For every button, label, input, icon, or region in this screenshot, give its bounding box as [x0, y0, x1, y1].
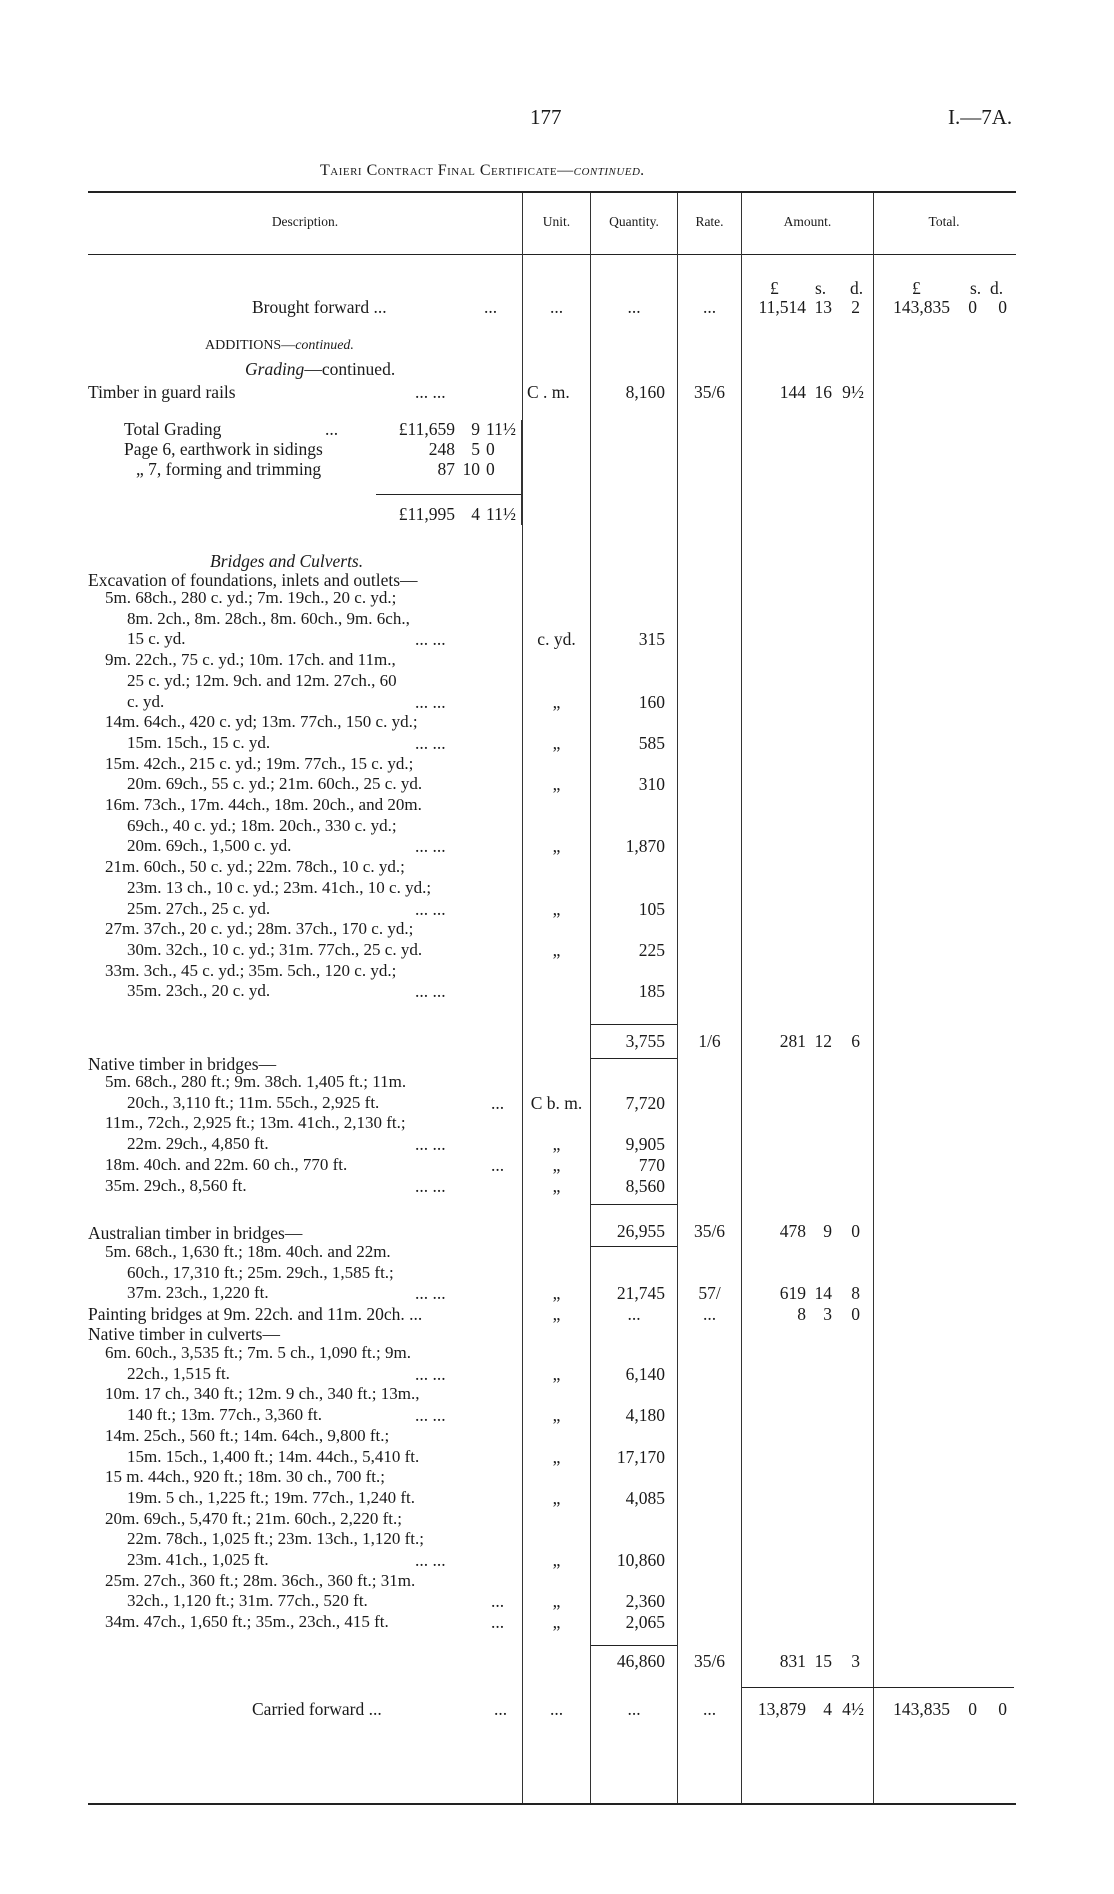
culverts-line-text: 22m. 78ch., 1,025 ft.; 23m. 13ch., 1,120 ft.; [127, 1529, 425, 1549]
culverts-label: Native timber in culverts— [88, 1324, 280, 1344]
native-bridges-subtotal-pence: 0 [851, 1221, 860, 1241]
excavation-line-unit: „ [552, 939, 561, 960]
excavation-subtotal-pounds: 281 [779, 1031, 806, 1051]
excavation-line-dots: ... ... [415, 691, 446, 712]
painting-pence: 0 [851, 1304, 860, 1324]
brought-forward-pounds: 11,514 [758, 297, 806, 317]
carried-forward-rule [742, 1687, 1014, 1688]
excavation-line-text: 20m. 69ch., 55 c. yd.; 21m. 60ch., 25 c. yd. [127, 774, 423, 794]
excavation-line-unit: „ [552, 732, 561, 753]
col-header-unit: Unit. [542, 214, 571, 229]
amount-pound-header: £ [770, 278, 779, 298]
timber-guard-unit: C . m. [527, 382, 570, 402]
painting-qty: ... [627, 1304, 641, 1324]
excavation-subtotal-shillings: 12 [814, 1031, 832, 1051]
brought-forward-total-pence: 0 [998, 297, 1007, 317]
culverts-line-unit: „ [552, 1591, 561, 1612]
excavation-line-unit: „ [552, 898, 561, 919]
excavation-line-text: c. yd. [127, 691, 165, 711]
culverts-line-text: 6m. 60ch., 3,535 ft.; 7m. 5 ch., 1,090 ft.; 9m. [105, 1343, 411, 1362]
culverts-line-text: 20m. 69ch., 5,470 ft.; 21m. 60ch., 2,220 ft.; [105, 1508, 403, 1528]
excavation-line-dots: ... ... [415, 981, 446, 1002]
brought-forward-total-shillings: 0 [968, 297, 977, 317]
grading-summary-shillings: 10 [462, 459, 480, 479]
culverts-line-qty: 17,170 [616, 1446, 665, 1467]
grading-heading [245, 360, 395, 378]
col-header-total: Total. [928, 214, 960, 229]
excavation-line-dots: ... ... [415, 629, 446, 650]
culverts-subtotal-rule [591, 1645, 677, 1646]
grading-continued: —continued. [304, 359, 396, 379]
grading-summary-dots: ... [325, 419, 339, 439]
title-text: Taieri Contract Final Certificate— [320, 162, 574, 179]
amount-shilling-header: s. [815, 278, 827, 298]
native-bridges-line-text: 5m. 68ch., 280 ft.; 9m. 38ch. 1,405 ft.; 11m. [105, 1072, 407, 1091]
native-bridges-line-text: 22m. 29ch., 4,850 ft. [127, 1134, 269, 1154]
timber-guard-rate: 35/6 [693, 382, 726, 402]
carried-forward-total-pence: 0 [998, 1699, 1007, 1719]
excavation-line-unit: „ [552, 836, 561, 857]
painting-rate: ... [702, 1304, 717, 1324]
grading-summary-shillings: 9 [471, 419, 480, 439]
native-bridges-line-unit: „ [552, 1134, 561, 1155]
grading-summary-shillings: 5 [471, 439, 480, 459]
additions-continued: continued. [295, 338, 354, 353]
culverts-line-qty: 6,140 [625, 1363, 665, 1384]
native-bridges-line-text: 35m. 29ch., 8,560 ft. [105, 1175, 247, 1195]
excavation-line-dots: ... ... [415, 732, 446, 753]
excavation-line-text: 27m. 37ch., 20 c. yd.; 28m. 37ch., 170 c. yd.; [105, 919, 414, 939]
native-bridges-line-text: 20ch., 3,110 ft.; 11m. 55ch., 2,925 ft. [127, 1092, 380, 1112]
culverts-line-text: 140 ft.; 13m. 77ch., 3,360 ft. [127, 1405, 323, 1425]
culverts-subtotal-pence: 3 [851, 1651, 860, 1671]
native-subtotal-rule [591, 1204, 677, 1205]
culverts-line-unit: „ [552, 1446, 561, 1467]
timber-guard-pence: 9½ [842, 382, 864, 402]
culverts-subtotal-pounds: 831 [779, 1651, 806, 1671]
painting-label: Painting bridges at 9m. 22ch. and 11m. 20ch. ... [88, 1304, 423, 1324]
page-title [320, 162, 645, 180]
culverts-line-text: 34m. 47ch., 1,650 ft.; 35m., 23ch., 415 ft. [105, 1612, 389, 1632]
carried-forward-qty: ... [627, 1699, 641, 1719]
additions-heading [205, 338, 354, 354]
col-header-amount: Amount. [783, 214, 832, 229]
col-header-rate: Rate. [695, 214, 724, 229]
col-header-quantity: Quantity. [609, 214, 659, 229]
native-bridges-line-qty: 770 [638, 1154, 665, 1175]
col-divider-total [873, 193, 874, 1803]
col-divider-amount [741, 193, 742, 1803]
native-bridges-line-text: 18m. 40ch. and 22m. 60 ch., 770 ft. [105, 1154, 348, 1174]
culverts-line-text: 19m. 5 ch., 1,225 ft.; 19m. 77ch., 1,240 ft. [127, 1487, 416, 1507]
excavation-line-qty: 105 [638, 898, 665, 919]
native-bridges-line-unit: „ [552, 1175, 561, 1196]
culverts-line-unit: „ [552, 1550, 561, 1570]
carried-forward-label: Carried forward ... [252, 1699, 382, 1719]
excavation-line-text: 9m. 22ch., 75 c. yd.; 10m. 17ch. and 11m., [105, 650, 396, 670]
excavation-line-text: 69ch., 40 c. yd.; 18m. 20ch., 330 c. yd.; [127, 815, 397, 835]
excavation-line-qty: 225 [638, 939, 665, 960]
grading-summary-label: Total Grading [124, 419, 222, 439]
culverts-line-qty: 4,180 [625, 1405, 665, 1426]
excavation-subtotal-rule [591, 1024, 677, 1025]
excavation-line-text: 15m. 15ch., 15 c. yd. [127, 732, 271, 752]
excavation-line-text: 25 c. yd.; 12m. 9ch. and 12m. 27ch., 60 [127, 670, 397, 690]
native-bridges-label: Native timber in bridges— [88, 1054, 277, 1074]
excavation-subtotal-under [591, 1058, 677, 1059]
painting-shillings: 3 [823, 1304, 832, 1324]
culverts-line-text: 15 m. 44ch., 920 ft.; 18m. 30 ch., 700 ft.; [105, 1467, 386, 1487]
native-bridges-line-qty: 9,905 [625, 1134, 665, 1155]
excavation-line-text: 33m. 3ch., 45 c. yd.; 35m. 5ch., 120 c. yd.; [105, 960, 397, 980]
col-divider-rate [677, 193, 678, 1803]
grading-summary-rule [376, 494, 521, 495]
timber-guard-label: Timber in guard rails [88, 382, 236, 402]
culverts-subtotal-rate: 35/6 [693, 1651, 726, 1671]
excavation-line-text: 15 c. yd. [127, 629, 186, 649]
native-subtotal-under [591, 1246, 677, 1247]
excavation-line-qty: 310 [638, 774, 665, 795]
excavation-line-unit: „ [552, 774, 561, 795]
grading-total-shillings: 4 [471, 504, 480, 524]
culverts-line-text: 32ch., 1,120 ft.; 31m. 77ch., 520 ft. [127, 1591, 368, 1611]
excavation-line-dots: ... ... [415, 836, 446, 857]
australian-line-unit: „ [552, 1283, 561, 1304]
brought-forward-qty: ... [627, 297, 641, 317]
excavation-subtotal-pence: 6 [851, 1031, 860, 1051]
native-bridges-line-text: 11m., 72ch., 2,925 ft.; 13m. 41ch., 2,130 ft.; [105, 1113, 406, 1133]
native-bridges-subtotal-rate: 35/6 [693, 1221, 726, 1241]
total-pound-header: £ [912, 278, 921, 298]
culverts-subtotal-shillings: 15 [814, 1651, 832, 1671]
timber-guard-dots: ... ... [415, 382, 446, 402]
total-pence-header: d. [990, 278, 1004, 298]
culverts-line-qty: 2,360 [625, 1591, 665, 1612]
brought-forward-pence: 2 [851, 297, 860, 317]
culverts-line-dots: ... [491, 1591, 505, 1612]
timber-guard-qty: 8,160 [625, 382, 665, 402]
excavation-line-text: 15m. 42ch., 215 c. yd.; 19m. 77ch., 15 c. yd.; [105, 753, 414, 773]
brought-forward-unit: ... [549, 297, 564, 317]
culverts-line-text: 14m. 25ch., 560 ft.; 14m. 64ch., 9,800 ft.; [105, 1425, 390, 1445]
culverts-line-unit: „ [552, 1612, 561, 1633]
excavation-line-qty: 585 [638, 732, 665, 753]
culverts-line-dots: ... ... [415, 1405, 446, 1426]
table-bottom-rule [88, 1803, 1016, 1805]
brought-forward-rate: ... [702, 297, 717, 317]
australian-label: Australian timber in bridges— [88, 1223, 303, 1243]
native-bridges-subtotal-shillings: 9 [823, 1221, 832, 1241]
culverts-line-unit: „ [552, 1487, 561, 1508]
culverts-line-text: 15m. 15ch., 1,400 ft.; 14m. 44ch., 5,410 ft. [127, 1446, 420, 1466]
carried-forward-dots: ... [494, 1699, 508, 1719]
native-bridges-line-dots: ... ... [415, 1134, 446, 1155]
carried-forward-pence: 4½ [842, 1699, 864, 1719]
excavation-line-text: 5m. 68ch., 280 c. yd.; 7m. 19ch., 20 c. yd.; [105, 588, 397, 607]
grading-summary-pounds: £11,659 [398, 419, 455, 439]
grading-summary-label: „ 7, forming and trimming [136, 459, 322, 479]
carried-forward-total-pounds: 143,835 [893, 1699, 950, 1719]
excavation-line-text: 35m. 23ch., 20 c. yd. [127, 981, 271, 1001]
excavation-line-text: 14m. 64ch., 420 c. yd; 13m. 77ch., 150 c. yd.; [105, 712, 418, 732]
excavation-line-qty: 1,870 [625, 836, 665, 857]
col-header-description: Description. [271, 214, 339, 229]
additions-title: ADDITIONS— [205, 338, 296, 353]
excavation-line-qty: 185 [638, 981, 665, 1002]
grading-summary-pence: 0 [486, 459, 495, 479]
australian-line-text: 37m. 23ch., 1,220 ft. [127, 1283, 269, 1303]
native-bridges-line-dots: ... [491, 1092, 505, 1113]
native-bridges-subtotal-qty: 26,955 [616, 1221, 665, 1241]
bridges-heading: Bridges and Culverts. [210, 551, 364, 571]
native-bridges-line-unit: C b. m. [530, 1092, 583, 1113]
australian-line-pence: 8 [851, 1283, 860, 1304]
australian-line-text: 5m. 68ch., 1,630 ft.; 18m. 40ch. and 22m. [105, 1242, 391, 1261]
grading-total-pence: 11½ [486, 504, 516, 524]
native-bridges-line-dots: ... ... [415, 1175, 446, 1196]
grading-summary-pence: 0 [486, 439, 495, 459]
brought-forward-dots: ... [484, 297, 498, 317]
title-italic: continued. [573, 162, 645, 179]
culverts-line-unit: „ [552, 1363, 561, 1384]
culverts-line-text: 23m. 41ch., 1,025 ft. [127, 1550, 269, 1569]
painting-pounds: 8 [797, 1304, 806, 1324]
excavation-line-unit: „ [552, 691, 561, 712]
native-bridges-line-qty: 7,720 [625, 1092, 665, 1113]
culverts-line-dots: ... [491, 1612, 505, 1633]
australian-line-text: 60ch., 17,310 ft.; 25m. 29ch., 1,585 ft.; [127, 1262, 394, 1282]
australian-line-dots: ... ... [415, 1283, 446, 1304]
carried-forward-rate: ... [702, 1699, 717, 1719]
excavation-line-text: 8m. 2ch., 8m. 28ch., 8m. 60ch., 9m. 6ch., [127, 608, 410, 628]
australian-line-shillings: 14 [814, 1283, 832, 1304]
carried-forward-unit: ... [549, 1699, 564, 1719]
painting-unit: „ [552, 1304, 561, 1324]
excavation-line-qty: 315 [638, 629, 665, 650]
excavation-line-qty: 160 [638, 691, 665, 712]
australian-line-rate: 57/ [698, 1283, 721, 1304]
native-bridges-line-dots: ... [491, 1154, 505, 1175]
excavation-line-text: 20m. 69ch., 1,500 c. yd. [127, 836, 292, 856]
excavation-subtotal-rate: 1/6 [698, 1031, 721, 1051]
culverts-line-unit: „ [552, 1405, 561, 1426]
total-shilling-header: s. [970, 278, 982, 298]
page-number: 177 [530, 105, 562, 129]
grading-summary-pence: 11½ [486, 419, 516, 439]
grading-total-pounds: £11,995 [398, 504, 455, 524]
carried-forward-pounds: 13,879 [757, 1699, 806, 1719]
excavation-subtotal-qty: 3,755 [625, 1031, 665, 1051]
culverts-line-qty: 2,065 [625, 1612, 665, 1633]
excavation-line-dots: ... ... [415, 898, 446, 919]
amount-pence-header: d. [850, 278, 864, 298]
culverts-line-qty: 4,085 [625, 1487, 665, 1508]
carried-forward-total-shillings: 0 [968, 1699, 977, 1719]
native-bridges-line-unit: „ [552, 1154, 561, 1175]
excavation-line-text: 21m. 60ch., 50 c. yd.; 22m. 78ch., 10 c. yd.; [105, 857, 405, 877]
culverts-line-text: 10m. 17 ch., 340 ft.; 12m. 9 ch., 340 ft.; 13m., [105, 1384, 420, 1404]
excavation-line-text: 25m. 27ch., 25 c. yd. [127, 898, 271, 918]
excavation-line-text: 16m. 73ch., 17m. 44ch., 18m. 20ch., and 20m. [105, 795, 422, 814]
page-reference: I.—7A. [948, 105, 1013, 129]
culverts-line-text: 22ch., 1,515 ft. [127, 1363, 230, 1383]
culverts-line-dots: ... ... [415, 1363, 446, 1384]
excavation-line-unit: c. yd. [537, 629, 576, 650]
timber-guard-shillings: 16 [814, 382, 832, 402]
brought-forward-shillings: 13 [814, 297, 832, 317]
native-bridges-subtotal-pounds: 478 [779, 1221, 806, 1241]
brought-forward-label: Brought forward ... [252, 297, 387, 317]
excavation-line-text: 23m. 13 ch., 10 c. yd.; 23m. 41ch., 10 c. yd.; [127, 877, 432, 897]
table-top-rule [88, 191, 1016, 193]
culverts-line-qty: 10,860 [616, 1550, 665, 1570]
grading-summary-bracket [521, 420, 522, 525]
native-bridges-line-qty: 8,560 [625, 1175, 665, 1196]
australian-line-pounds: 619 [779, 1283, 806, 1304]
grading-italic: Grading [245, 359, 305, 379]
excavation-line-text: 30m. 32ch., 10 c. yd.; 31m. 77ch., 25 c. yd. [127, 939, 423, 959]
brought-forward-total-pounds: 143,835 [893, 297, 950, 317]
timber-guard-pounds: 144 [779, 382, 806, 402]
excavation-label: Excavation of foundations, inlets and outlets— [88, 570, 418, 590]
australian-line-qty: 21,745 [616, 1283, 665, 1304]
carried-forward-shillings: 4 [823, 1699, 832, 1719]
culverts-line-text: 25m. 27ch., 360 ft.; 28m. 36ch., 360 ft.; 31m. [105, 1570, 416, 1590]
culverts-line-dots: ... ... [415, 1550, 446, 1570]
header-bottom-rule [88, 254, 1016, 255]
grading-summary-pounds: 87 [437, 459, 455, 479]
grading-summary-label: Page 6, earthwork in sidings [124, 439, 323, 459]
culverts-subtotal-qty: 46,860 [616, 1651, 665, 1671]
grading-summary-pounds: 248 [428, 439, 455, 459]
